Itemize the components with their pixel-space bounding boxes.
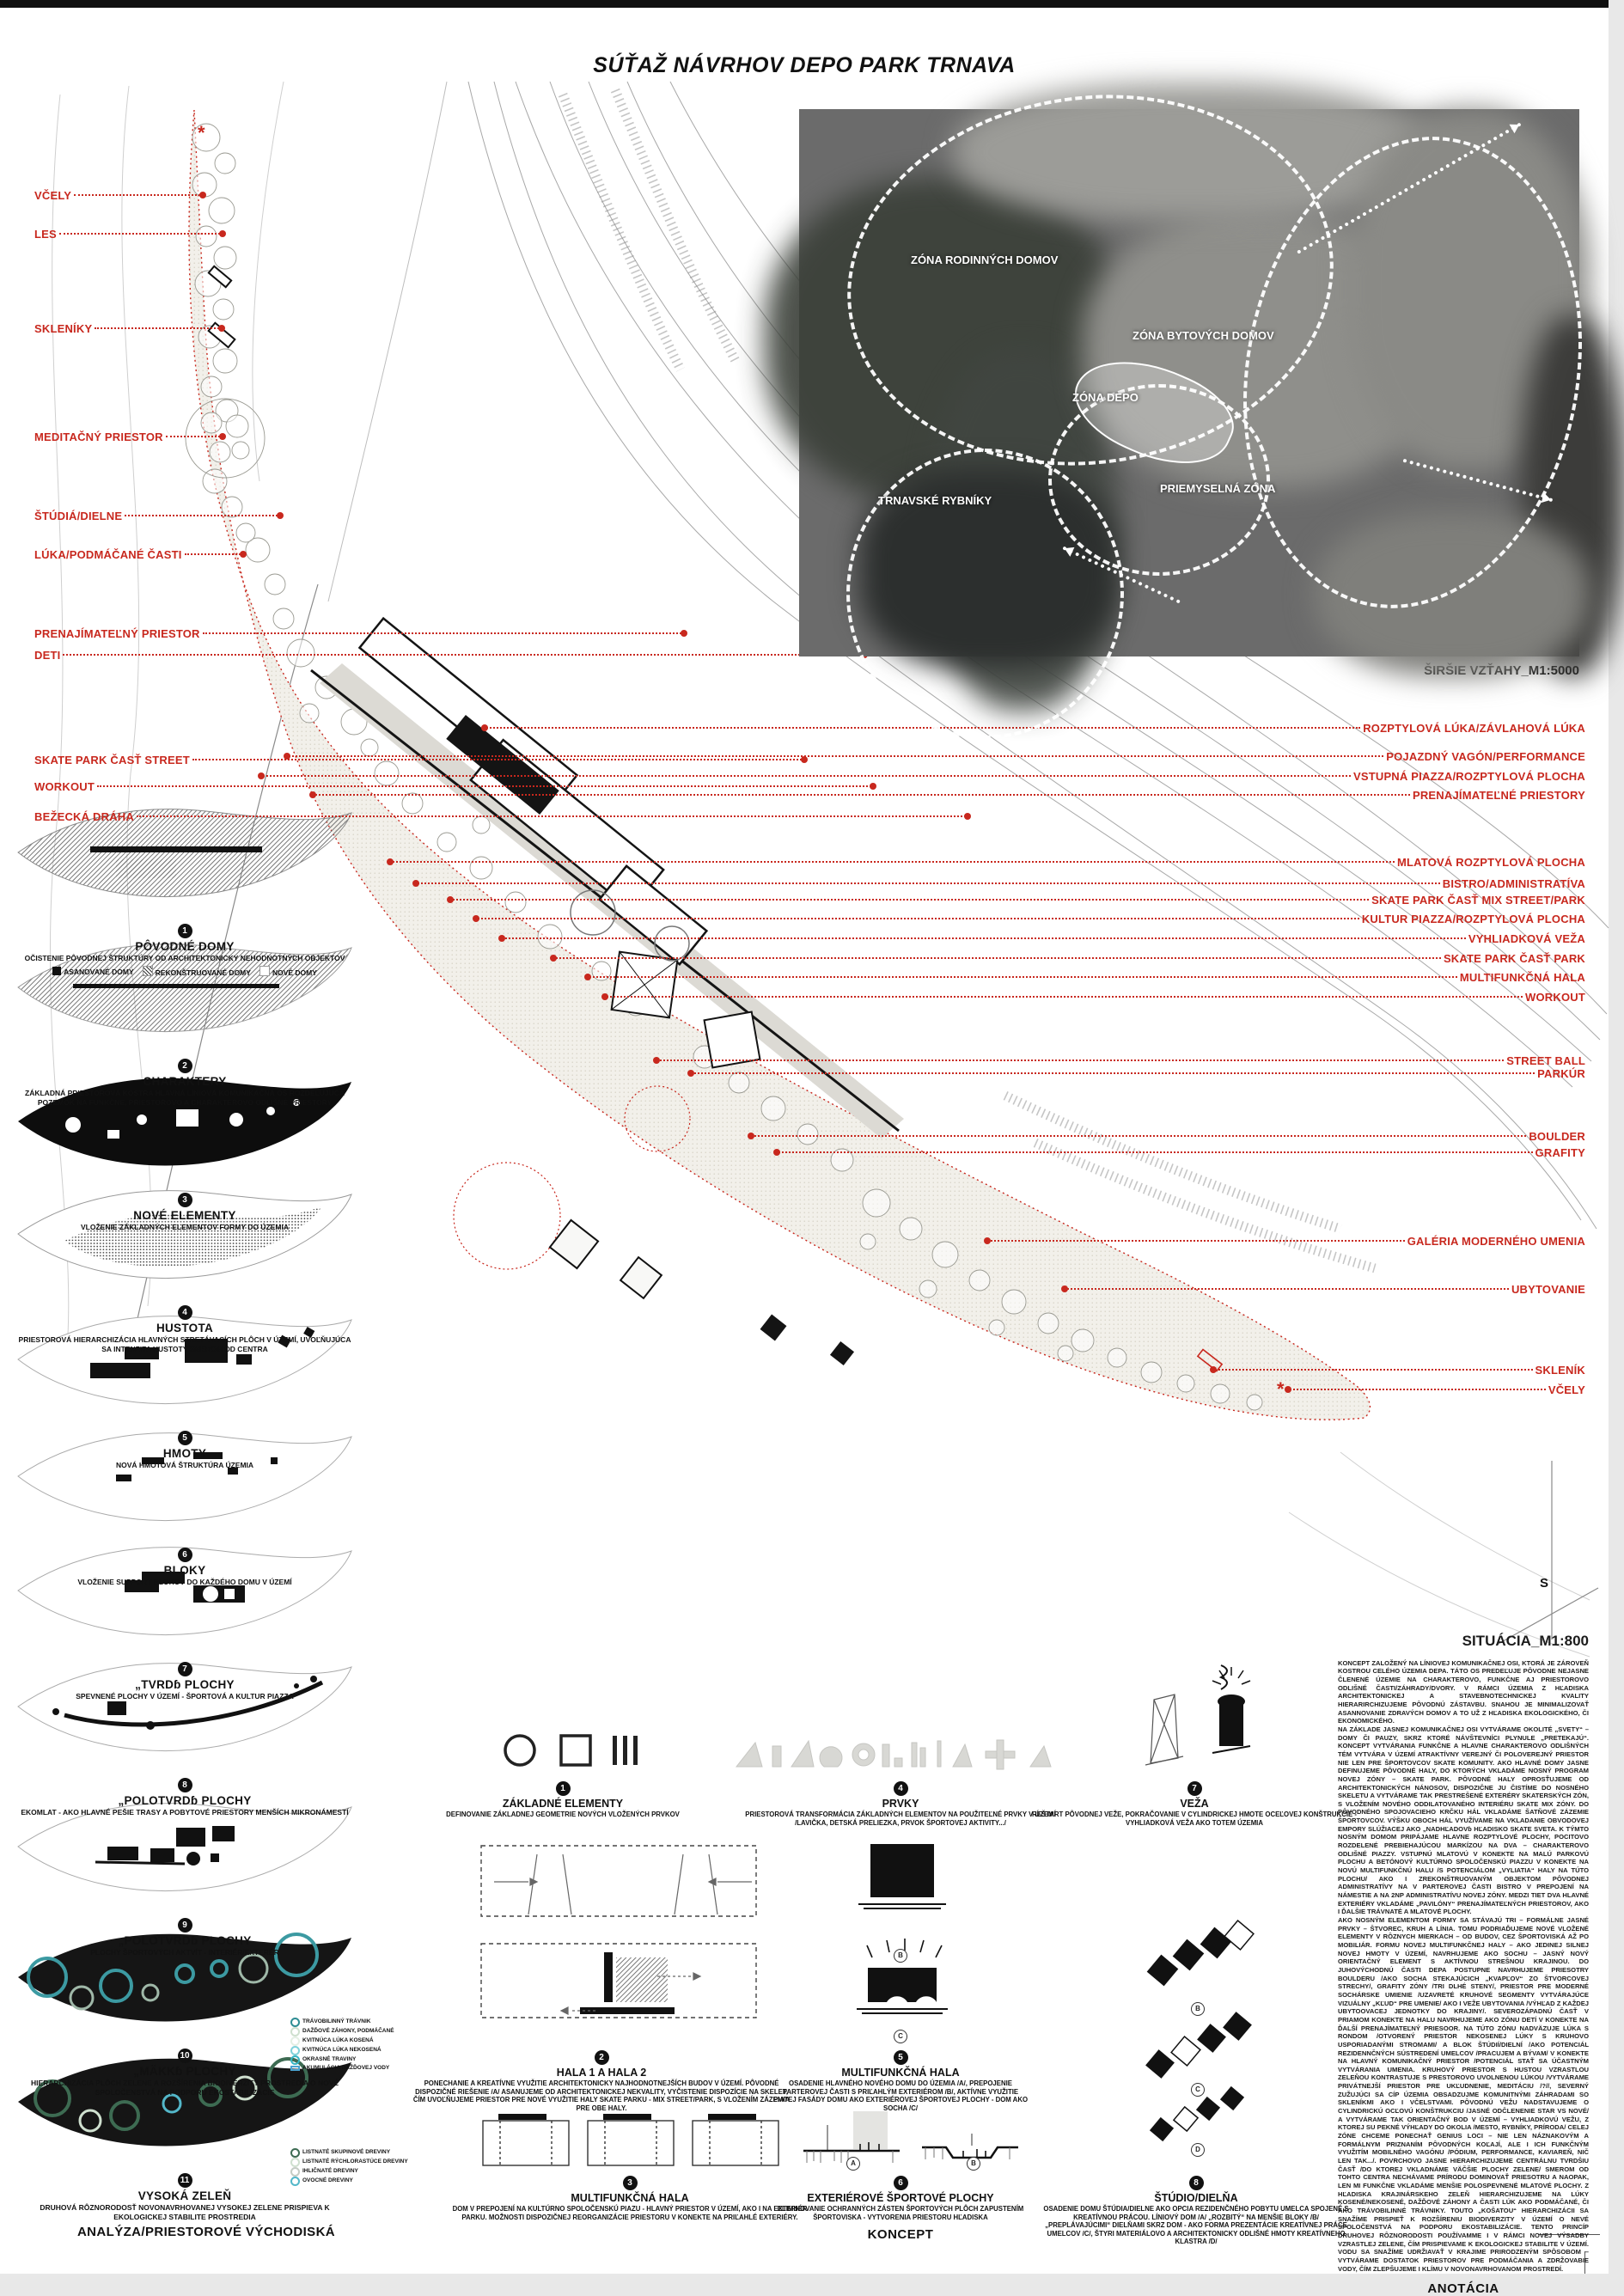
analysis-caption-11: 11 VYSOKÁ ZELEŇ DRUHOVÁ RÔZNORODOSŤ NOVONAVRHOVANEJ VYSOKEJ ZELENE PRISPIEVA K EKOLOGICKEJ STABILITE PROSTREDIA — [13, 2171, 357, 2221]
leader-line — [260, 775, 1351, 777]
plan-label-meditacny: MEDITAČNÝ PRIESTOR — [34, 429, 226, 444]
annotation-paragraph-2: NA ZÁKLADE JASNEJ KOMUNIKAČNEJ OSI VYTVÁRAME OKOLITÉ „SVETY“ – DOMY ČI PAUZY, SKRZ KTORÉ NÁVŠTEVNÍCI PLYNULE „PRETEKAJÚ“. KONCEPT VYTVÁRANIA FUNKČNE A HLAVNE CHARAKTEROVO ODLIŠNÝCH TÉM VYTVÁRA V ÚZEMÍ ATRAKTÍVNY VEREJNÝ ČI POLOVEREJNÝ PRIESTOR NIE LEN PRE ŠPORTOVCOV SKATE KOMUNITY. AKO HLAVNÉ DOMY JASNE DEFINUJEME PÔVODNÉ HALY, DO KTORÝCH VKLADÁME NOSNÝ PROGRAM NOVEJ ZÓNY – SKATE PARK. PÔVODNÉ HALY OPROSŤUJEME OD ARCHITEKTONICKÝCH NÁNOSOV, DISPOZIČNE JU ČISTÍME DO NOSNÉHO SKELETU A VYTVÁRAME TAK PRESTREŠENÉ EXTERÉRY SKATERSKÝCH ZÓN, S VLOŽENÍM NOVÉHO ODDILATOVANÉHO INTERIÉRU SKATE MIX ZÓNY. DO PÔVODNÉHO SPOJOVACIEHO KRČKU HÁL VKLADÁME ŠATŇOVÉ ZÁZEMIE ŠPORTOVCOV. VÝŠKU OBOCH HÁL VYUŽÍVAME NA VKLADANIE OBVODOVEJ EMPORY SLÚŽIACEJ AKO „NADHĽADOVɓ HĽADISKO SKATE SVETA. K TÝMTO NOSNÝM DOMOM PRIPÁJAME HLAVNE ROZPTYLOVÉ PLOCHY, POCITOVO ROZDELENÉ PREBIEHAJÚCOU MARKÍZOU NA DVA – CHARAKTEROVO ODLIŠNÉ PIAZZY. VSTUPNÚ MLATOVÚ V KONEKTE NA MALÚ PARKOVÚ PLOCHU A BETÓNOVÝ KULTÚRNO SPOLOČENSKÚ PIAZZU V KONEKTE NA NOVÚ MULTIFUNKČNÚ HALU /S POTENCIÁLOM „VYLIATIA“ HALY NA TÚTO PLOCHU/ AKO I ZREKONŠTRUOVANÝM OBJEKTOM PÔVODNEJ ADMINISTRATÍVY NA V PARTEROVEJ ČASTI BISTRO V PREPOJENÍ NA NÁMESTIE A NA 2NP ADMINISTRATÍVU NOVEJ ZÓNY. MEDZI TIET DVA HLAVNÉ EXTERIÉRY VKLADÁME „PAVILÓNY“ PRENAJÍMATEĽNÝCH PRIESTOROV, AKO I ĎALŠIE TRÁVNATÉ A MLATOVÉ PLOCHY. — [1338, 1725, 1589, 1916]
legend-original-houses: ASANOVANÉ DOMY REKONŠTRUOVANÉ DOMY NOVÉ DOMY — [13, 966, 357, 977]
legend-dot — [290, 2046, 300, 2055]
leader-line — [1064, 1288, 1509, 1290]
diagram-letter-a: A — [846, 2157, 860, 2171]
analysis-caption-5: 5 HMOTY NOVÁ HMOTOVÁ ŠTRUKTÚRA ÚZEMIA — [13, 1429, 357, 1470]
legend-dot — [290, 2148, 300, 2158]
analysis-caption-2: 2 CHARAKTERY ZÁKLADNÁ PRIESTOROVÁ KOSTRA HLAVNÁ LÍNIOVÁ KOMUNIKAČNÁ OS ROZDEĽUJÚCA POZEMOK NA FUNKČNE, PRIESTOROVO A CHARAKTEROVO ODLIŠNÉ PRIESTORY — [13, 1057, 357, 1107]
leader-line — [125, 515, 281, 516]
item-sub: OČISTENIE PÔVODNEJ ŠTRUKTÚRY OD ARCHITEKTONICKY NEHODNOTNÝCH OBJEKTOV — [24, 954, 345, 962]
leader-line — [415, 882, 1440, 884]
leader-line — [63, 654, 865, 656]
plan-label-rozptylova: ROZPTYLOVÁ LÚKA/ZÁVLAHOVÁ LÚKA — [481, 720, 1585, 736]
plan-label-skatestreet: SKATE PARK ČASŤ STREET — [34, 752, 808, 767]
leader-line — [1212, 1369, 1533, 1371]
concept-caption-8: 8 ŠTÚDIO/DIELŇA OSADENIE DOMU ŠTÚDIA/DIELNE AKO OPCIA REZIDENČNÉHO POBYTU UMELCA SPOJENÉ S KREATÍVNOU PRÁCOU. LÍNIOVÝ DOM /A/ „ROZBITÝ“ NA MENŠIE BLOKY /B/ „PREPLÁVAJÚCIMI“ DIELŇAMI SKRZ DOM - AKO FORMA PREZENTÁCIE KREATÍVNEJ PRÁCE UMELCOV /C/, ŠTYRI MATERIÁLOVO A ARCHITEKTONICKY ODLIŠNÉ HMOTY KREATÍVNEHO KLASTRA /D/ — [1041, 2174, 1351, 2246]
diagram-letter-d: D — [1191, 2143, 1205, 2157]
plan-label-vagon: POJAZDNÝ VAGÓN/PERFORMANCE — [284, 748, 1585, 764]
zone-ellipse-ponds — [846, 449, 1124, 739]
legend-dot — [290, 2177, 300, 2186]
plan-label-bistro: BISTRO/ADMINISTRATÍVA — [412, 876, 1585, 891]
leader-line — [604, 996, 1523, 998]
analysis-caption-9: 9 „POLOTVRDɓ PLOCHY PLOCHY ŠPORTOVÝCH AKTVÍT - INTERIÉR/EXTERÉR — [13, 1916, 357, 1957]
leader-line — [656, 1059, 1504, 1061]
plan-label-deti: DETI — [34, 647, 868, 663]
leader-line — [286, 755, 1383, 757]
legend-dot — [290, 2158, 300, 2167]
basic-elements-icon — [494, 1725, 666, 1775]
analysis-caption-3: 3 NOVÉ ELEMENTY VLOŽENIE ZÁKLADNÝCH ELEMENTOV FORMY DO ÚZEMIA — [13, 1191, 357, 1232]
leader-line — [185, 553, 244, 555]
zone-label-flats: ZÓNA BYTOVÝCH DOMOV — [1133, 329, 1274, 342]
plan-label-vcely-r: VČELY — [1285, 1382, 1585, 1397]
legend-dot — [290, 2055, 300, 2065]
hala-diagrams — [477, 1839, 769, 2032]
analysis-caption-10: 10 „MÄKKɓ PLOCHY HIERARCHIZÁCIA PLÔCH ZELENE A ROZŠÍRENIA BIODIVERZITY PROSTREDIA O NOVÉ SPOLOČENSTVÁ NA PODPORU EKOSTABILIZÁCIE — [13, 2047, 357, 2097]
plan-label-boulder: BOULDER — [748, 1128, 1585, 1144]
legend-dot — [290, 2027, 300, 2036]
zone-label-family: ZÓNA RODINNÝCH DOMOV — [911, 253, 1059, 266]
plan-label-sklenik: SKLENÍK — [1210, 1362, 1585, 1377]
item-number: 1 — [178, 924, 192, 938]
leader-line — [690, 1072, 1535, 1074]
annotation-footer: ANOTÁCIA — [1427, 2281, 1499, 2296]
leader-line — [59, 233, 223, 235]
legend-dot — [290, 2036, 300, 2046]
leader-line — [137, 815, 968, 817]
analysis-caption-4: 4 HUSTOTA PRIESTOROVÁ HIERARCHIZÁCIA HLAVNÝCH STRETÁVACÍCH PLÔCH V ÚZEMÍ, UVOĽŇUJÚCA SA INTENZITA HUSTOTY SMEROM OD CENTRA — [13, 1304, 357, 1353]
hala-sections — [481, 2105, 782, 2172]
zone-label-ponds: TRNAVSKÉ RYBNÍKY — [878, 494, 992, 507]
north-indicator: S — [1540, 1576, 1549, 1591]
plan-label-luka: LÚKA/PODMÁČANÉ ČASTI — [34, 547, 247, 562]
leader-line — [501, 937, 1466, 939]
leader-line — [1287, 1389, 1546, 1390]
plan-label-prenajimatelne: PRENAJÍMATEĽNÉ PRIESTORY — [309, 787, 1585, 803]
concept-caption-4: 4 PRVKY PRIESTOROVÁ TRANSFORMÁCIA ZÁKLADNÝCH ELEMENTOV NA POUŽITEĽNÉ PRVKY V ÚZEMÍ /LAVIČKA, DETSKÁ PRELIEZKA, PRVOK ŠPORTOVEJ AKTIVITY.../ — [729, 1780, 1072, 1827]
multihala-abc-diagrams — [846, 1839, 958, 2024]
concept-caption-2: 2 HALA 1 A HALA 2 PONECHANIE A KREATÍVNE VYUŽITIE ARCHITEKTONICKY NAJHODNOTNEJŠÍCH BUDOV V ÚZEMÍ. PÔVODNÉ DISPOZIČNÉ RIEŠENIE /A/ ASANUJEME OD ARCHITEKTONICKEJ NEKVALITY, VYČISTENIE DISPOZÍCIE NA SKELET, ČÍM UVOĽŇUJEME PRIESTOR PRE NOVÉ VYUŽITIE HALY SKATE PARKU - MIX STREET/PARK, S VLOŽENÍM ZÁZEMIA PRE OBE HALY. — [412, 2049, 791, 2112]
legend-dot — [290, 2167, 300, 2177]
leader-line — [750, 1135, 1526, 1137]
svg-text:*: * — [1277, 1378, 1285, 1400]
leader-line — [312, 794, 1410, 796]
plan-label-streetball: STREET BALL — [653, 1053, 1585, 1068]
plan-label-vstupna: VSTUPNÁ PIAZZA/ROZPTYLOVÁ PLOCHA — [258, 768, 1585, 784]
diagram-letter-c: C — [894, 2030, 907, 2043]
plan-label-bezecka: BEŽECKÁ DRÁHA — [34, 809, 971, 824]
svg-text:*: * — [198, 122, 205, 144]
leader-line — [95, 327, 223, 329]
poster-title: SÚŤAŽ NÁVRHOV DEPO PARK TRNAVA — [593, 53, 1016, 77]
plan-label-workout-l: WORKOUT — [34, 779, 876, 794]
analysis-caption-6: 6 BLOKY VLOŽENIE SUPPORT BLOKOV DO KAŽDÉHO DOMU V ÚZEMÍ — [13, 1546, 357, 1587]
concept-caption-7: 7 VEŽA REŠTART PÔVODNEJ VEŽE, POKRAČOVANIE V CYLINDRICKEJ HMOTE OCEĽOVEJ KONŠTRUKCIE - VYHLIADKOVÁ VEŽA AKO TOTEM ÚZEMIA — [1031, 1780, 1358, 1827]
prvky-pictograms — [735, 1734, 1070, 1772]
plan-label-ubytovanie: UBYTOVANIE — [1061, 1281, 1585, 1297]
rekonstruovane-marker — [143, 966, 153, 976]
leader-line — [449, 899, 1369, 901]
leader-line — [986, 1240, 1405, 1242]
plan-label-workout-r: WORKOUT — [601, 989, 1585, 1004]
leader-line — [553, 957, 1441, 959]
analysis-caption-1 — [13, 922, 357, 977]
leader-line — [484, 727, 1360, 729]
annotation-paragraph-3: AKO NOSNÝM ELEMENTOM FORMY SA STÁVAJÚ TRI – FORMÁLNE JASNÉ PRVKY – ŠTVOREC, KRUH A LÍNIA. TOMU PODRIAĎUJEME NOVÉ VLOŽENÉ ELEMENTY V RÔZNYCH MIERKACH – OD BUDOV, CEZ ŠPORTOVISKÁ AŽ PO MOBILIÁR. FORMU NOVEJ MULTIFUNKČNEJ HALY – AKO JEDINEJ SILNEJ NOVEJ HMOTY V ÚZEMÍ, NAVRHUJEME AKO SOCHU – JASNÝ NOVÝ ORIENTAČNÝ ELEMENT S AKTÍVNOU STREŠNOU KRAJINOU. DO JUHOVÝCHODNÚ ČASTI DEPA POSTUPNE NAVRHUJEME PRIESOTRY BOULDERU /AKO SOCHA STEKAJÚCICH „KVAPĽOV“ ZO ŠTVORCOVEJ STRECHY/, GRAFITY ZÓNY /TRI DLHÉ STENY/, PRIESTOR PRE MODERNÉ SOCHÁRSKE UMIENIE /UZAVRETÉ KRUHOVÉ SEGMENTY VYTVÁRAJÚCE VIZUÁLNY „KĽUD“ PRE UMENIE/ AKO I VEŽE UBYTOVANIA /VÝHĽAD Z KAŽDEJ UBYTOOVACEJ JEDNOTKY DO KRAJINY/. SEVEROZÁPADNÚ ČASŤ V PRIAMOM KONEKTE NA HALU NAVRHUJEME AKO ZÓNU DETÍ V KONEKTE NA ĎALŠÍ PRENAJÍMATEĽNÝ PRIESOOR. NA TÚTO ZÓNU NADVÄZUJE LÚKA S RONDOM /OTVORENÝ PRIESTOR NEKOSENEJ LÚKY S KRUHOVO USPORIADANÝMI STROMAMI/ A BLOK ŠTÚDIÍ/DIELNÍ /AKO POTENCIÁL REZIDENNČNÝCH SÚSTREDENÍ UMELCOV /PRACUJEM A BÝVAM/ V KONEKTE NA HLAVNÝ KOMUNIKAČNÝ PRIESTOR /POTENCIÁL STAŤ SA ÚČASTNÝM VYTVÁRANIA UMENIA. KRUHOVÝ PRIESTOR S HUSTOU VZRASTLOU ZELEŇOU KONTRASTUJE S PRESTOROVO UVOLNENOU LÚKOU /VYTVÁRAME PRIVÁTNEJŠÍ PRIESTOR PRE UKĽUDNENIE, MEDITÁCIU /?//, SEVERNÝ ZUŽUJÚCI SA CÍP ÚZEMIA OBSADZUJME KOMUNITNÝMI ZÁHRADAMI SO SKLENÍKMI AKO I VČELSTVAMI. PÔVODNÚ VEŽU NADSTAVUJEME O CYLINDRICKÚ OCĽOVÚ KONŠTRUKCIU /JASNÉ ODČLENENIE STAR VS NOVÉ/ A VYTVÁRAME TAK ORIENTAČNÝ BOD V ÚZEMÍ – VYHLIADKOVÚ VEŽU, Z KTOREJ SU PEKNÉ VÝHĽADY DO OKOLIA /MESTO, RYBNÍKY, PRÍRODA/ CELEJ ZÓNE CHCEME PONECHAŤ GENIUS LOCI – NIE LEN NÁZNAKOVÝM A FORMÁLNYM PRIZNANÍM PÔVODNÝCH KOĽAJÍ, ALE I ICH FUNKČNÝM VYUŽITÍM MOBILNÉHO VAGÓNU /PÓDIUM, PERFORMANCE, KAVIAREŇ, NIČ LEN TAK.../. POVRCHOVO JASNE HIERARCHIZUJEME CENTRÁLNU TVRDŠIU ČASŤ /DO KTOREJ VKLADNÁME VÄČŠIE PLOCHY ZELENE/ SMEROM OD TOHTO CENTRA NECHÁVAME PRÍRODU DOMINOVAŤ PRIESOTRU A NAOPAK, LEN MI FUNKČNE VKLADÁME MENŠIE POLOSPEVNENÉ MLATOVÉ PLOCHY. Z HĽADISKA KRAJINÁRSKEHO ZELEŇ HIERARCHIZUJEME NA LÚKY KOSENÉ/NEKOSENÉ, DAŽĎOVÉ ZÁHONY A ČASTI LÚK AKO PODMÁČANÉ, ČI AKO TRÁVOBILINNÉ TRÁVNIKY. TOUTO „KOŠATOU“ HIERARCHIZÁCII SA SNAŽÍME PRISPIEŤ K ROZŠÍRENIU BIODIVERZITY V ÚZEMÍ O NEVÉ SPOLOČENSTVÁ NA PODPORU EKOSTABILIZÁCIE. TENTO PRINCÍP DRUHOVEJ RÔZNORODOSTI POUŽÍVAMME I V RÁMCI NOVEJ VÝSADBY VZRASTLEJ ZELENE, ČÍM PRISPIEVAME K EKOLOGICKEJ STABILITE V ÚZEMÍ. VODU SA SNAŽÍME UDRŽIAVAŤ V KRAJIME PRIRODZENÝM SPÔSOBOM – VYTVÁRAME DOSTATOK PRIESTOROV PRE PODMÁČANIA A ZDRŽOVABIE VODY, ČÍM ZLEPŠUJEME I KLÍMU V NOVONAVRHOVANOM PROSTREDÍ. — [1338, 1916, 1589, 2273]
plan-label-grafity: GRAFITY — [773, 1145, 1585, 1160]
diagram-letter-c: C — [1191, 2083, 1205, 2097]
veza-icon — [1130, 1664, 1272, 1775]
plan-label-les: LES — [34, 226, 226, 241]
plan-label-vyhliadkova: VYHLIADKOVÁ VEŽA — [498, 931, 1585, 946]
plan-label-kultur: KULTUR PIAZZA/ROZPTYLOVÁ PLOCHA — [473, 911, 1585, 926]
leader-line — [74, 194, 204, 196]
leader-line — [166, 436, 223, 437]
concept-caption-1: 1 ZÁKLADNÉ ELEMENTY DEFINOVANIE ZÁKLADNEJ GEOMETRIE NOVÝCH VLOŽENÝCH PRVKOV — [421, 1780, 705, 1819]
zone-label-depo: ZÓNA DEPO — [1072, 391, 1139, 404]
plan-label-mlatova: MLATOVÁ ROZPTYLOVÁ PLOCHA — [387, 854, 1585, 870]
plan-label-studia: ŠTÚDIÁ/DIELNE — [34, 508, 284, 523]
leader-line — [475, 918, 1359, 919]
diagram-letter-b: B — [1191, 2002, 1205, 2016]
plan-label-vcely: VČELY — [34, 187, 206, 203]
diagram-letter-b: B — [967, 2157, 980, 2171]
sport-sections — [803, 2110, 1018, 2170]
item-title: PÔVODNÉ DOMY — [135, 940, 235, 953]
plan-label-parkur: PARKÚR — [687, 1066, 1585, 1081]
concept-caption-3: 3 MULTIFUNKČNÁ HALA DOM V PREPOJENÍ NA KULTÚRNO SPOLOČENSKÚ PIAZU - HLAVNÝ PRIESTOR V ÚZEMÍ, AKO I NA EXTERIÉR PARKU. MOŽNOSTI DISPOZIČNEJ REORGANIZÁCIE PRIESTORU V KONEKTE NA PRIĽAHLÉ EXTERIÉRY. — [445, 2174, 815, 2221]
plan-label-skatemix: SKATE PARK ČASŤ MIX STREET/PARK — [447, 892, 1585, 907]
soft-surfaces-legend: TRÁVOBILINNÝ TRÁVNIK DAŽĎOVÉ ZÁHONY, PODMÁČANÉ KVITNÚCA LÚKA KOSENÁ KVITNÚCA LÚKA NEKOSENÁ OKRASNÉ TRAVINY AKUMULÁCIA DAŽĎOVEJ VODY — [290, 2018, 394, 2073]
leader-line — [587, 976, 1457, 978]
leader-line — [203, 632, 685, 634]
legend-line — [290, 2066, 300, 2071]
zone-label-industrial: PRIEMYSELNÁ ZÓNA — [1160, 482, 1276, 495]
concept-section-footer: KONCEPT — [867, 2227, 934, 2242]
legend-dot — [290, 2018, 300, 2027]
situacia-scale-label: SITUÁCIA_M1:800 — [1462, 1633, 1589, 1649]
plan-label-skatepark: SKATE PARK ČASŤ PARK — [550, 950, 1585, 966]
high-greenery-legend: LISTNATÉ SKUPINOVÉ DREVINY LISTNATÉ RÝCHLORASTÚCE DREVINY IHLIČNATÉ DREVINY OVOCNÉ DREVINY — [290, 2148, 408, 2186]
analysis-caption-7: 7 „TVRDɓ PLOCHY SPEVNENÉ PLOCHY V ÚZEMÍ - ŠPORTOVÁ A KULTUR PIAZZA — [13, 1660, 357, 1701]
plan-label-prenajimatelny: PRENAJÍMATEĽNÝ PRIESTOR — [34, 626, 687, 641]
aerial-context-map — [799, 109, 1579, 656]
annotation-block — [1338, 1633, 1589, 2296]
plan-label-skleniky: SKLENÍKY — [34, 321, 225, 336]
nove-marker — [259, 966, 270, 976]
concept-caption-6: 6 EXTERIÉROVÉ ŠPORTOVÉ PLOCHY ELIMINOVANIE OCHRANNÝCH ZÁSTEN ŠPORTOVÝCH PLÔCH ZAPUSTENÍM ŠPORTOVISKA - VYTVORENIA PRIESTORU HĽADISKA — [759, 2174, 1042, 2221]
analysis-caption-8: 8 „POLOTVRDɓ PLOCHY EKOMLAT - AKO HLAVNÉ PEŠIE TRASY A POBYTOVÉ PRIESTORY MENŠÍCH MIKRONÁMESTÍ — [13, 1776, 357, 1817]
leader-line — [776, 1151, 1533, 1153]
annotation-paragraph-1: KONCEPT ZALOŽENÝ NA LÍNIOVEJ KOMUNIKAČNEJ OSI, KTORÁ JE ZÁROVEŇ KOSTROU CELÉHO ÚZEMIA DEPA. TÁTO OS PREDEĽUJE PÔVODNE NEJASNE ČLENENÉ ÚZEMIE NA CHARAKTEROVO, FUNKČNE AJ PRIESTOROVO ODLIŠNÉ ČASTI/ZÁHRADY/DVORY. V RÁMCI ÚZEMIA Z HĽADISKA ARCHITEKTONICKEJ A STAVEBNOTECHNICKEJ KVALITY HIERARIRCHIZUJEME PÔVODNÚ ZÁSTAVBU. SNAHOU JE MINIMALIZOVAŤ ASANNOVANIE ZDRAVÝCH DOMOV A TO UŽ Z HĽADISKA EKOLOGICKÉHO, ČI EKONOMICKÉHO. — [1338, 1658, 1589, 1725]
analysis-section-footer: ANALÝZA/PRIESTOROVÉ VÝCHODISKÁ — [76, 2225, 336, 2239]
plan-label-galeria: GALÉRIA MODERNÉHO UMENIA — [984, 1233, 1585, 1249]
plan-label-multihala: MULTIFUNKČNÁ HALA — [584, 969, 1585, 985]
concept-caption-5: 5 MULTIFUNKČNÁ HALA OSADENIE HLAVNÉHO NOVÉHO DOMU DO ÚZEMIA /A/, PREPOJENIE PARTEROVEJ ČASTI S PRIĽAHLÝM EXTERIÉROM /B/, AKTÍVNE VYUŽITIE PIATEJ FASÁDY DOMU AKO EXTERIÉROVEJ ŠPORTOVEJ PLOCHY - DOM AKO SOCHA /C/ — [772, 2049, 1029, 2112]
asanovane-marker — [52, 967, 61, 975]
studio-cluster-diagrams — [1143, 1925, 1263, 2148]
leader-line — [389, 861, 1395, 863]
diagram-letter-b: B — [894, 1949, 907, 1963]
